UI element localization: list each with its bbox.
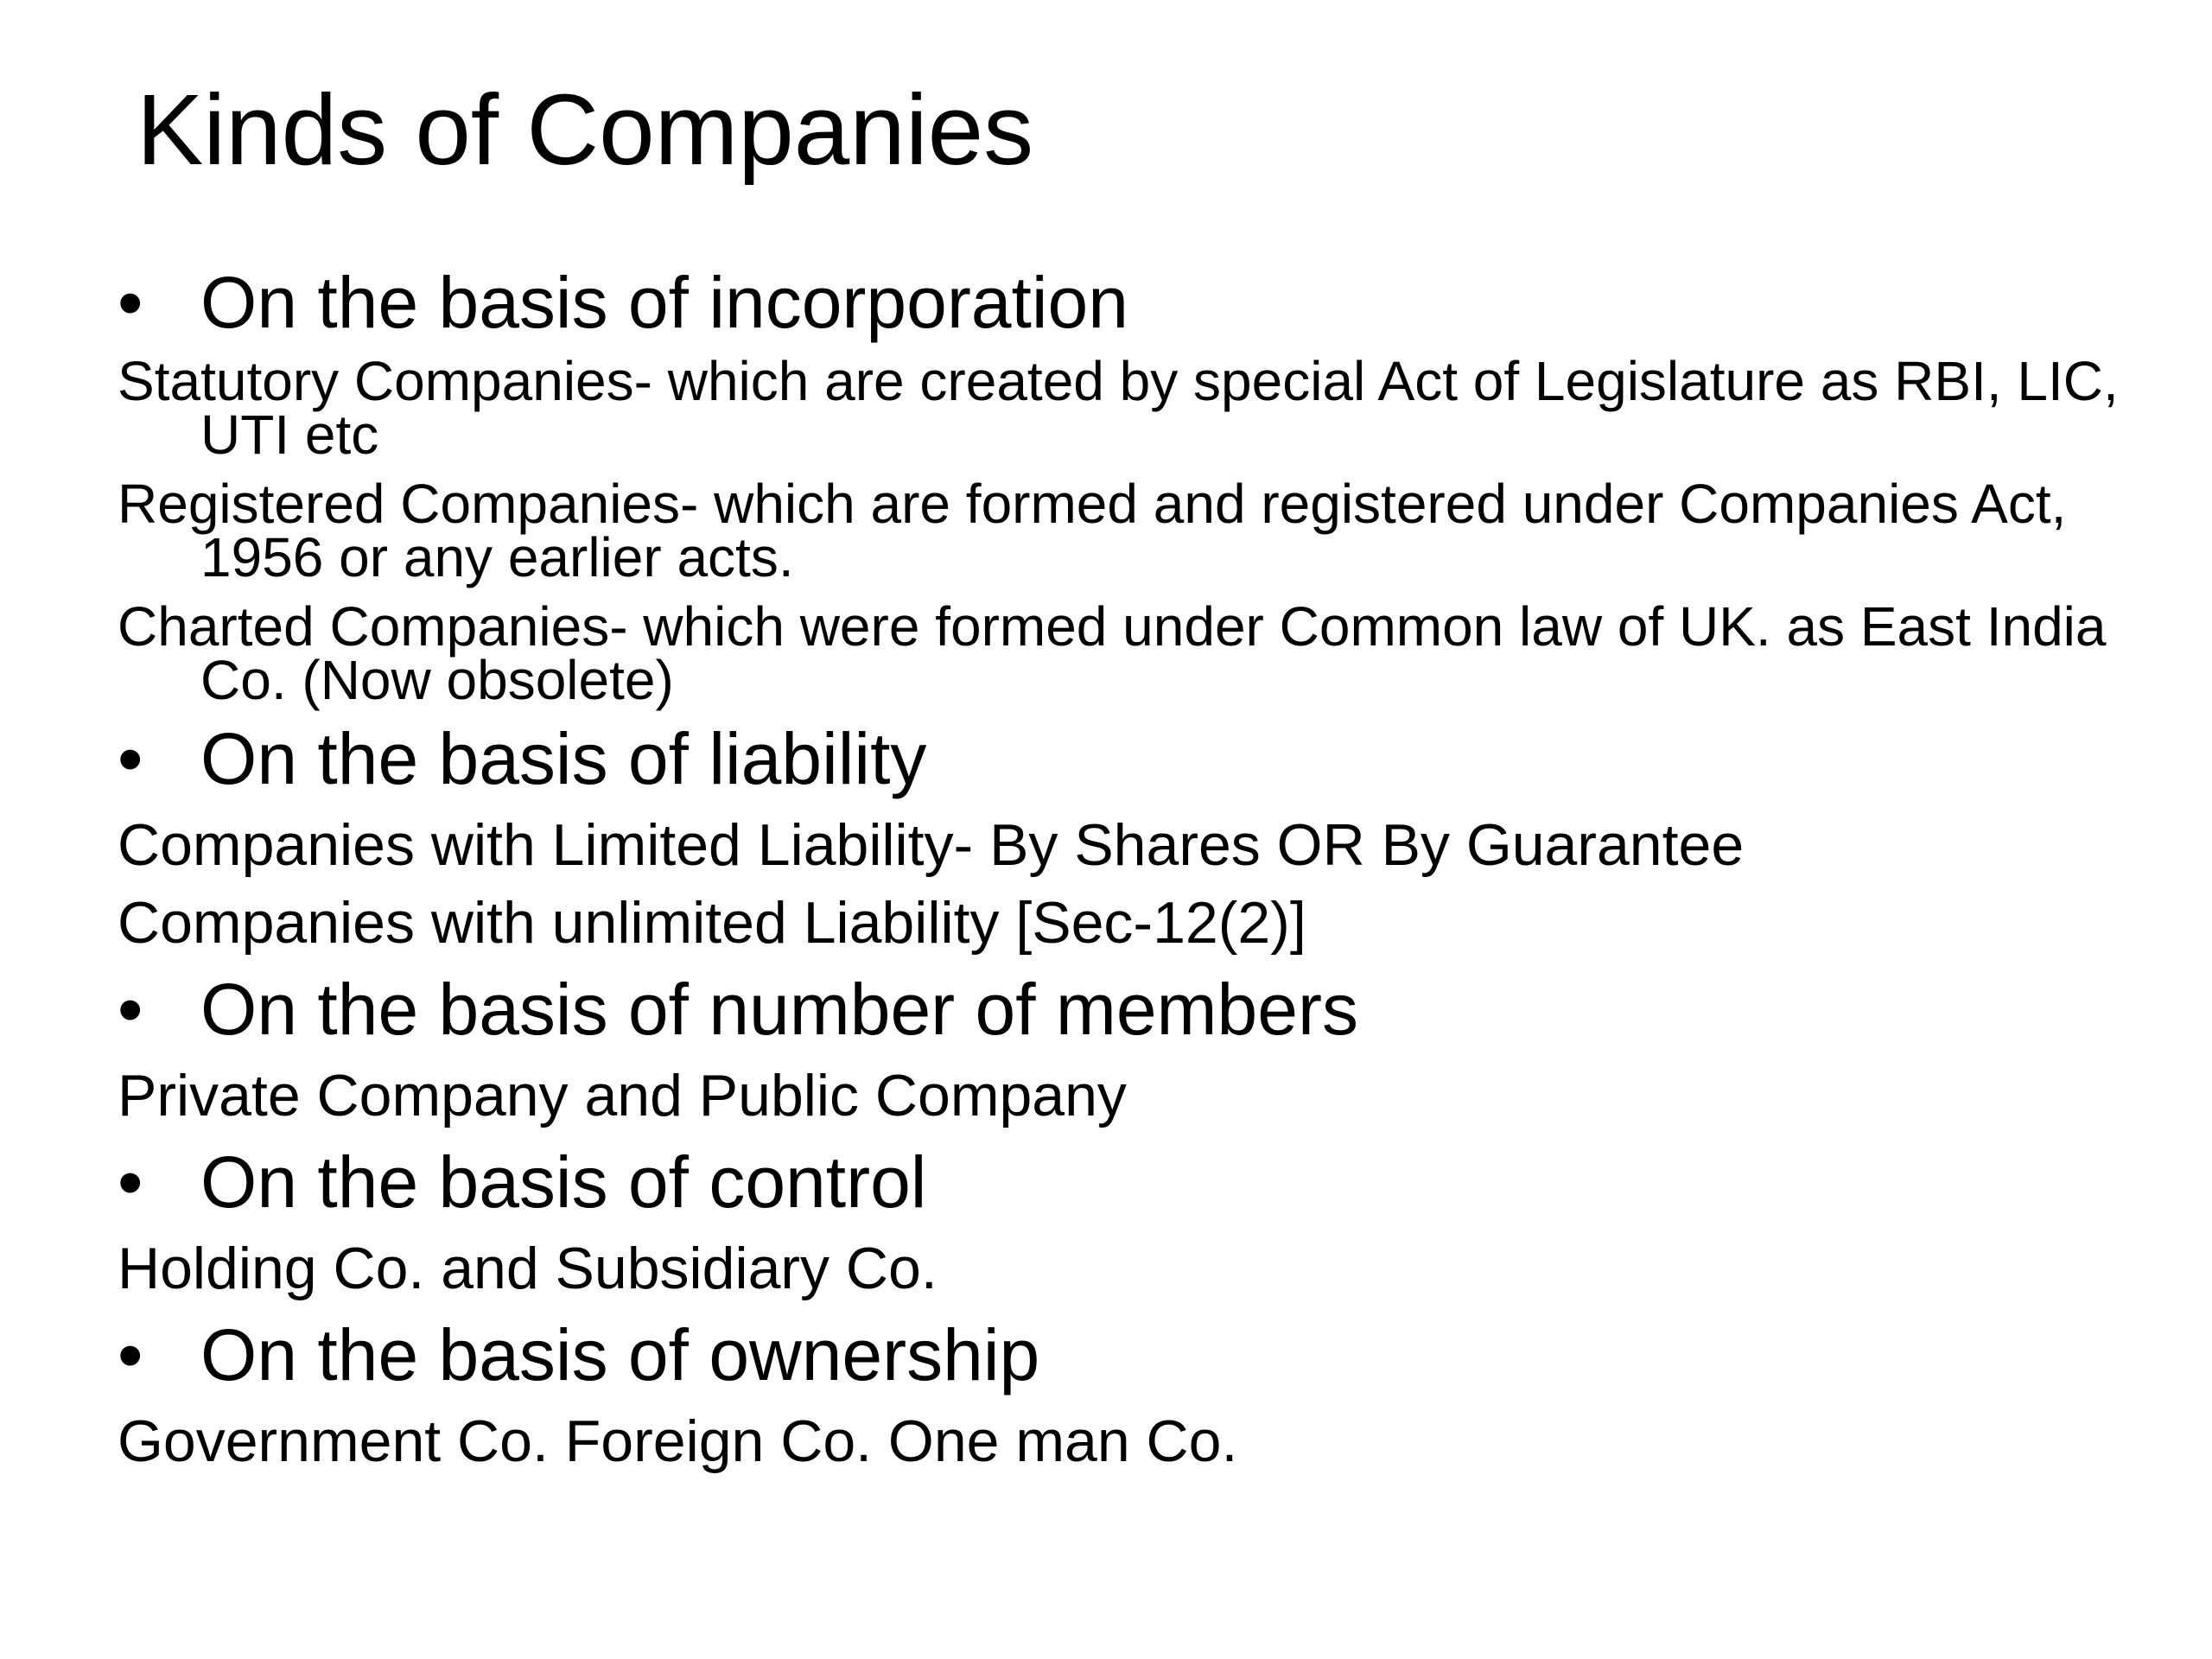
list-item: Private Company and Public Company xyxy=(118,1063,1127,1128)
bullet-icon: • xyxy=(118,969,143,1050)
slide-content xyxy=(118,259,2139,1476)
section-heading-liability xyxy=(118,715,2139,802)
list-item: Government Co. Foreign Co. One man Co. xyxy=(118,1408,1238,1474)
bullet-icon: • xyxy=(118,1141,143,1223)
list-item: Companies with unlimited Liability [Sec-12(2)] xyxy=(118,890,1306,956)
section-heading-text: On the basis of ownership xyxy=(200,1314,1040,1395)
section-heading-text: On the basis of control xyxy=(200,1141,927,1223)
section-heading-incorporation xyxy=(118,259,2139,346)
section-heading-text: On the basis of liability xyxy=(200,718,927,799)
list-item: Companies with Limited Liability- By Shares OR By Guarantee xyxy=(118,812,1745,878)
list-item: Statutory Companies- which are created by special Act of Legislature as RBI, LIC, UTI etc xyxy=(118,350,2119,466)
bullet-icon: • xyxy=(118,718,143,799)
section-heading-ownership xyxy=(118,1312,2139,1398)
section-heading-text: On the basis of number of members xyxy=(200,969,1358,1050)
list-item: Registered Companies- which are formed and registered under Companies Act, 1956 or any earlier acts. xyxy=(118,473,2067,588)
bullet-icon: • xyxy=(118,262,143,343)
section-heading-text: On the basis of incorporation xyxy=(200,262,1128,343)
section-heading-control xyxy=(118,1139,2139,1225)
list-item: Holding Co. and Subsidiary Co. xyxy=(118,1236,938,1301)
section-heading-members xyxy=(118,966,2139,1052)
bullet-icon: • xyxy=(118,1314,143,1395)
slide-title: Kinds of Companies xyxy=(137,73,1034,186)
list-item: Charted Companies- which were formed under Common law of UK. as East India Co. (Now obsolete) xyxy=(118,595,2107,711)
